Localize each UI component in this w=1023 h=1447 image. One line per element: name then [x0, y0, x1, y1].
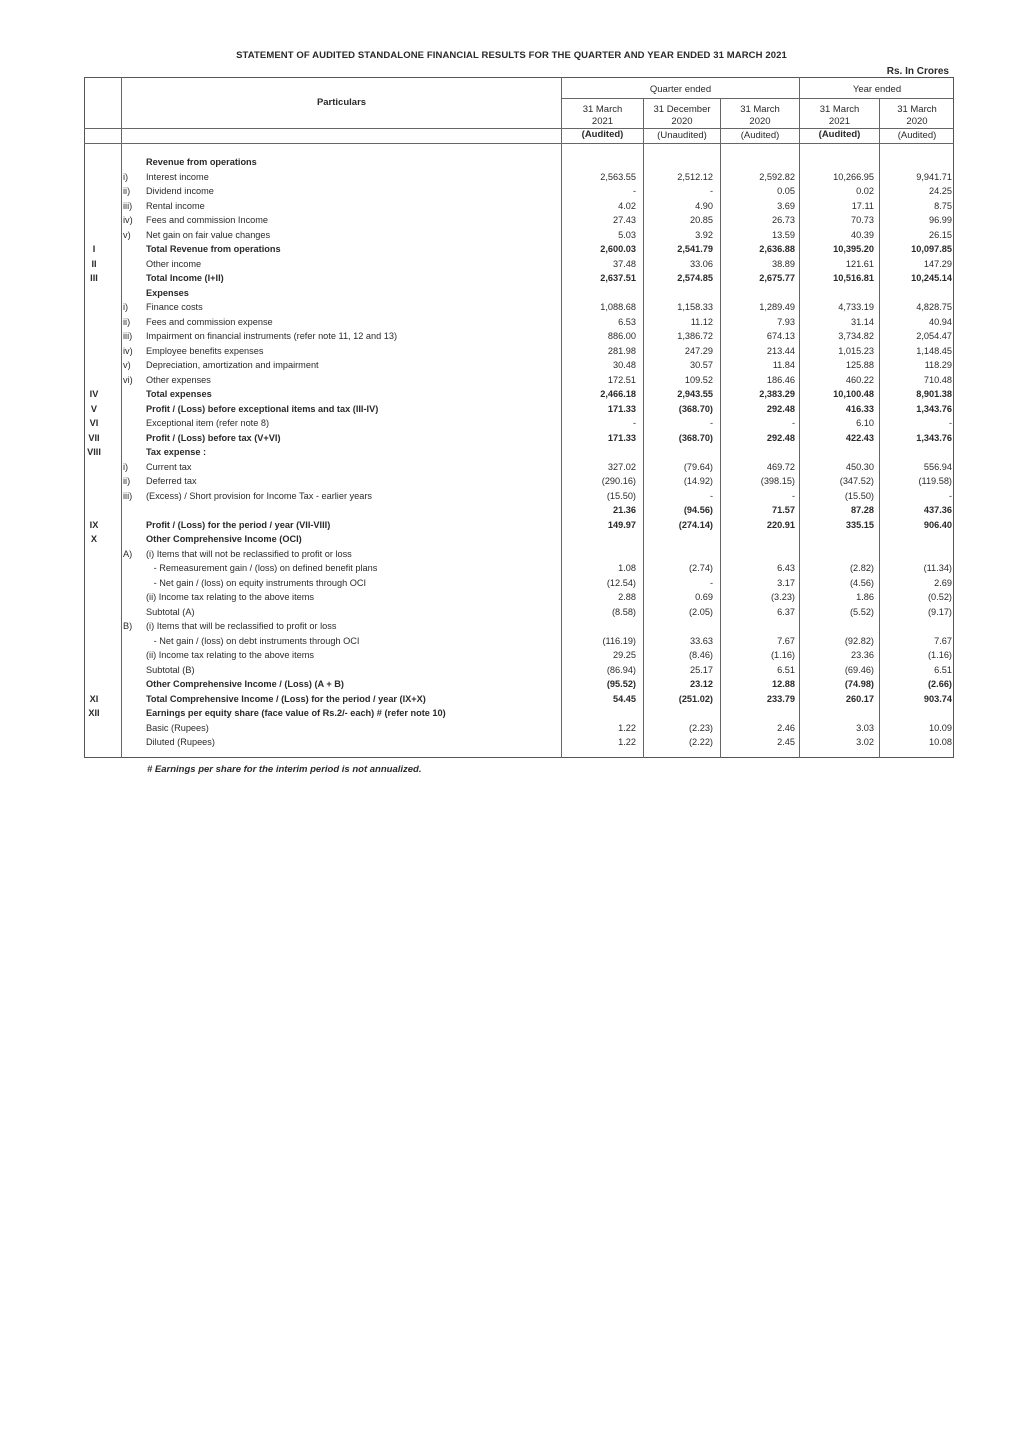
- row-value-col1: 172.51: [607, 374, 636, 385]
- row-value-col1: 4.02: [618, 200, 636, 211]
- row-value-col3: 469.72: [766, 461, 795, 472]
- row-label: Total Income (I+II): [146, 273, 224, 283]
- row-label: (ii) Income tax relating to the above items: [146, 650, 315, 660]
- col4-header-status: (Audited): [818, 129, 861, 140]
- row-value-col5: 4,828.75: [916, 302, 952, 312]
- year-ended-header: Year ended: [852, 84, 902, 95]
- row-label: Total Revenue from operations: [146, 244, 281, 254]
- row-value-col2: 2,541.79: [677, 244, 713, 254]
- row-value-col2: (14.92): [683, 476, 713, 486]
- row-value-col4: 70.73: [851, 215, 874, 225]
- row-roman-numeral: VIII: [87, 447, 101, 457]
- row-value-col3: 220.91: [766, 519, 795, 530]
- row-label: Profit / (Loss) before exceptional items and tax (III-IV): [146, 403, 379, 414]
- row-value-col3: 38.89: [772, 258, 795, 269]
- row-value-col1: 1.08: [618, 563, 636, 573]
- row-label: Fees and commission Income: [146, 215, 269, 225]
- table-row: [84, 213, 954, 227]
- row-value-col4: 10,395.20: [833, 244, 874, 254]
- row-value-col3: 3.69: [777, 200, 795, 211]
- row-sub-index: i): [123, 302, 129, 312]
- row-value-col4: 3.02: [856, 737, 874, 747]
- row-value-col3: (398.15): [760, 476, 795, 486]
- row-value-col5: 10.08: [929, 737, 952, 747]
- row-value-col2: (368.70): [678, 403, 713, 414]
- row-value-col2: -: [709, 186, 713, 196]
- row-label: Subtotal (B): [146, 664, 195, 675]
- row-value-col2: 109.52: [684, 374, 713, 385]
- row-value-col4: 1.86: [856, 592, 874, 602]
- row-value-col1: -: [632, 186, 636, 196]
- row-value-col4: 0.02: [856, 186, 874, 196]
- col5-header-date: 31 March 2020: [897, 104, 937, 127]
- row-value-col3: -: [791, 418, 795, 428]
- row-value-col1: 1.22: [618, 737, 636, 747]
- row-value-col1: 30.48: [613, 360, 636, 370]
- row-value-col1: -: [632, 418, 636, 428]
- row-value-col3: 2,383.29: [759, 389, 795, 399]
- row-label: Depreciation, amortization and impairment: [146, 360, 319, 370]
- row-value-col3: 2.45: [777, 737, 795, 747]
- row-value-col1: 6.53: [618, 316, 636, 327]
- row-roman-numeral: XII: [88, 708, 100, 718]
- row-value-col5: 40.94: [929, 316, 952, 327]
- row-value-col3: 2,675.77: [759, 273, 795, 283]
- table-row: [84, 271, 954, 285]
- row-label: Current tax: [146, 461, 192, 472]
- row-label: Fees and commission expense: [146, 316, 273, 327]
- row-label: Rental income: [146, 200, 205, 211]
- row-value-col5: (119.58): [918, 476, 952, 486]
- row-label: Profit / (Loss) before tax (V+VI): [146, 432, 281, 443]
- row-value-col2: -: [709, 490, 713, 501]
- row-value-col3: (1.16): [770, 650, 795, 660]
- row-roman-numeral: X: [90, 534, 98, 544]
- col4-header-date: 31 March 2021: [819, 104, 860, 127]
- row-value-col1: 29.25: [613, 650, 636, 660]
- row-value-col5: 147.29: [923, 258, 952, 269]
- row-label: Earnings per equity share (face value of Rs.2/- each) # (refer note 10): [146, 708, 446, 718]
- table-row: [84, 431, 954, 445]
- row-label: Other Comprehensive Income / (Loss) (A + B): [146, 679, 344, 689]
- row-value-col4: 1,015.23: [838, 345, 874, 356]
- row-value-col3: 2.46: [777, 722, 795, 733]
- row-value-col3: 7.93: [777, 316, 795, 327]
- row-value-col3: 233.79: [766, 693, 795, 704]
- row-value-col5: 1,148.45: [916, 345, 952, 356]
- row-roman-numeral: I: [92, 244, 96, 254]
- row-value-col1: 1,088.68: [600, 302, 636, 312]
- row-sub-index: v): [123, 360, 131, 370]
- row-value-col1: 327.02: [607, 461, 636, 472]
- row-label: Subtotal (A): [146, 606, 195, 617]
- table-row: [84, 576, 954, 590]
- table-row: [84, 692, 954, 706]
- row-value-col1: (86.94): [606, 664, 636, 675]
- row-value-col4: 260.17: [845, 693, 874, 704]
- row-value-col1: (95.52): [606, 679, 636, 689]
- row-value-col5: 8.75: [934, 200, 952, 211]
- row-value-col4: 10,516.81: [833, 273, 874, 283]
- row-value-col2: (2.23): [688, 722, 713, 733]
- row-value-col4: 31.14: [851, 316, 874, 327]
- row-label: Expenses: [146, 287, 189, 298]
- row-label: (ii) Income tax relating to the above items: [146, 592, 315, 602]
- row-value-col1: (8.58): [611, 606, 636, 617]
- row-value-col5: 2,054.47: [916, 331, 952, 341]
- row-value-col1: 281.98: [607, 345, 636, 356]
- row-value-col5: (9.17): [927, 606, 952, 617]
- row-value-col4: 40.39: [851, 229, 874, 240]
- row-label: Employee benefits expenses: [146, 345, 264, 356]
- table-row: [84, 619, 954, 633]
- row-value-col5: 24.25: [929, 186, 952, 196]
- col1-header-status: (Audited): [581, 129, 624, 140]
- row-value-col5: 556.94: [923, 461, 952, 472]
- table-row: [84, 184, 954, 198]
- row-value-col1: 54.45: [613, 693, 636, 704]
- row-value-col2: 247.29: [684, 345, 713, 356]
- row-label: Interest income: [146, 171, 209, 182]
- col1-header-date: 31 March 2021: [582, 104, 623, 127]
- row-value-col2: 0.69: [695, 592, 713, 602]
- row-label: Impairment on financial instruments (refer note 11, 12 and 13): [146, 331, 398, 341]
- row-value-col5: 903.74: [923, 693, 952, 704]
- table-row: [84, 402, 954, 416]
- row-sub-index: v): [123, 229, 131, 240]
- row-value-col1: 2,466.18: [600, 389, 636, 399]
- row-value-col3: 11.84: [772, 360, 795, 370]
- row-value-col5: 10.09: [929, 722, 952, 733]
- row-value-col4: 6.10: [856, 418, 874, 428]
- row-value-col3: 13.59: [772, 229, 795, 240]
- row-value-col4: 3,734.82: [838, 331, 874, 341]
- row-label: Tax expense :: [146, 447, 207, 457]
- row-value-col2: (2.05): [688, 606, 713, 617]
- row-value-col3: 6.51: [777, 664, 795, 675]
- units-label: Rs. In Crores: [886, 66, 949, 77]
- row-value-col2: 1,386.72: [677, 331, 713, 341]
- row-label: Finance costs: [146, 302, 203, 312]
- row-value-col3: 12.88: [772, 679, 795, 689]
- table-row: [84, 170, 954, 184]
- row-value-col3: 3.17: [777, 577, 795, 588]
- row-value-col2: (79.64): [683, 461, 713, 472]
- row-value-col1: 149.97: [607, 519, 636, 530]
- row-value-col2: (368.70): [678, 432, 713, 443]
- row-label: - Remeasurement gain / (loss) on defined benefit plans: [146, 563, 378, 573]
- table-row: [84, 634, 954, 648]
- table-row: [84, 706, 954, 720]
- table-row: [84, 315, 954, 329]
- table-row: [84, 518, 954, 532]
- row-value-col4: 125.88: [845, 360, 874, 370]
- row-sub-index: iii): [123, 200, 133, 211]
- row-sub-index: A): [123, 548, 133, 559]
- row-sub-index: ii): [123, 316, 131, 327]
- row-value-col5: (11.34): [923, 563, 952, 573]
- row-value-col3: 2,636.88: [759, 244, 795, 254]
- row-label: Total Comprehensive Income / (Loss) for the period / year (IX+X): [146, 693, 426, 704]
- table-row: [84, 373, 954, 387]
- row-label: Dividend income: [146, 186, 214, 196]
- row-label: - Net gain / (loss) on equity instruments through OCI: [146, 577, 367, 588]
- particulars-header: Particulars: [316, 97, 367, 108]
- row-value-col4: (2.82): [849, 563, 874, 573]
- row-value-col2: -: [709, 418, 713, 428]
- row-value-col1: (290.16): [601, 476, 636, 486]
- row-label: Diluted (Rupees): [146, 737, 215, 747]
- table-row: [84, 547, 954, 561]
- header-rule-3: [84, 143, 954, 144]
- table-row: [84, 286, 954, 300]
- row-value-col5: 1,343.76: [916, 432, 952, 443]
- table-row: [84, 387, 954, 401]
- row-value-col4: (15.50): [844, 490, 874, 501]
- row-sub-index: iii): [123, 331, 133, 341]
- row-label: (Excess) / Short provision for Income Tax - earlier years: [146, 490, 373, 501]
- table-row: [84, 648, 954, 662]
- row-value-col5: -: [948, 490, 952, 501]
- row-value-col5: 8,901.38: [916, 389, 952, 399]
- row-value-col3: 6.37: [777, 606, 795, 617]
- col2-header-date: 31 December 2020: [653, 104, 711, 127]
- row-value-col3: 7.67: [777, 635, 795, 646]
- row-value-col2: 11.12: [690, 316, 713, 327]
- row-label: (i) Items that will be reclassified to profit or loss: [146, 621, 337, 631]
- row-value-col2: 30.57: [690, 360, 713, 370]
- table-row: [84, 228, 954, 242]
- row-label: Revenue from operations: [146, 157, 257, 167]
- row-roman-numeral: XI: [89, 693, 99, 704]
- row-value-col4: 450.30: [845, 461, 874, 472]
- row-value-col2: 3.92: [695, 229, 713, 240]
- table-row: [84, 561, 954, 575]
- row-value-col1: (15.50): [606, 490, 636, 501]
- row-value-col3: 0.05: [777, 186, 795, 196]
- row-value-col2: 33.63: [690, 635, 713, 646]
- row-value-col4: (347.52): [839, 476, 874, 486]
- row-value-col2: (94.56): [683, 505, 713, 515]
- row-label: Total expenses: [146, 389, 212, 399]
- row-label: Other expenses: [146, 374, 211, 385]
- row-value-col5: 1,343.76: [916, 403, 952, 414]
- row-value-col5: 118.29: [924, 360, 952, 370]
- table-row: [84, 445, 954, 459]
- col2-header-status: (Unaudited): [657, 130, 707, 141]
- row-value-col3: 71.57: [772, 505, 795, 515]
- row-value-col4: 416.33: [845, 403, 874, 414]
- row-value-col4: 4,733.19: [838, 302, 874, 312]
- row-value-col1: 21.36: [613, 505, 636, 515]
- row-value-col4: 460.22: [845, 374, 874, 385]
- row-sub-index: i): [123, 461, 129, 472]
- row-value-col4: 121.61: [845, 258, 874, 269]
- row-value-col5: 906.40: [923, 519, 952, 530]
- table-row: [84, 416, 954, 430]
- row-value-col2: 2,512.12: [677, 171, 713, 182]
- row-value-col3: 26.73: [772, 215, 795, 225]
- row-value-col2: 2,574.85: [677, 273, 713, 283]
- row-sub-index: vi): [123, 374, 133, 385]
- row-value-col2: 33.06: [690, 258, 713, 269]
- table-row: [84, 590, 954, 604]
- row-sub-index: i): [123, 171, 129, 182]
- table-row: [84, 503, 954, 517]
- row-value-col4: (74.98): [844, 679, 874, 689]
- header-rule-1: [561, 98, 954, 99]
- row-value-col5: 96.99: [929, 215, 952, 225]
- row-value-col3: 292.48: [766, 432, 795, 443]
- row-label: Deferred tax: [146, 476, 197, 486]
- row-label: Other Comprehensive Income (OCI): [146, 534, 302, 544]
- row-sub-index: ii): [123, 186, 131, 196]
- row-value-col3: 186.46: [766, 374, 795, 385]
- row-value-col1: 2,637.51: [600, 273, 636, 283]
- table-row: [84, 300, 954, 314]
- row-value-col3: 292.48: [766, 403, 795, 414]
- table-row: [84, 735, 954, 749]
- row-value-col2: 20.85: [690, 215, 713, 225]
- col3-header-date: 31 March 2020: [740, 104, 780, 127]
- table-row: [84, 344, 954, 358]
- statement-title: STATEMENT OF AUDITED STANDALONE FINANCIAL RESULTS FOR THE QUARTER AND YEAR ENDED 31 MARCH 2021: [236, 50, 787, 61]
- table-row: [84, 242, 954, 256]
- table-row: [84, 474, 954, 488]
- row-value-col3: 213.44: [766, 345, 795, 356]
- row-value-col1: 2,600.03: [600, 244, 636, 254]
- table-row: [84, 257, 954, 271]
- row-value-col1: 37.48: [613, 258, 636, 269]
- row-value-col5: (0.52): [927, 592, 952, 602]
- table-row: [84, 329, 954, 343]
- row-value-col4: 17.11: [851, 200, 874, 211]
- row-label: - Net gain / (loss) on debt instruments through OCI: [146, 635, 360, 646]
- row-value-col5: 2.69: [934, 577, 952, 588]
- row-roman-numeral: VI: [89, 418, 99, 428]
- row-value-col4: (4.56): [849, 577, 874, 588]
- row-sub-index: iv): [123, 345, 133, 356]
- row-value-col4: (92.82): [844, 635, 874, 646]
- row-value-col2: (2.74): [688, 563, 713, 573]
- table-row: [84, 677, 954, 691]
- row-value-col2: 23.12: [690, 679, 713, 689]
- row-value-col5: 7.67: [934, 635, 952, 646]
- row-roman-numeral: IV: [89, 389, 99, 399]
- row-label: Net gain on fair value changes: [146, 229, 271, 240]
- row-sub-index: iv): [123, 215, 133, 225]
- row-value-col5: (1.16): [927, 650, 952, 660]
- row-roman-numeral: III: [90, 273, 98, 283]
- row-label: Exceptional item (refer note 8): [146, 418, 270, 428]
- table-row: [84, 532, 954, 546]
- row-value-col1: 171.33: [607, 403, 636, 414]
- row-value-col2: 4.90: [695, 200, 713, 211]
- table-row: [84, 358, 954, 372]
- row-value-col1: 171.33: [607, 432, 636, 443]
- row-value-col5: 6.51: [934, 664, 952, 675]
- row-value-col5: 10,097.85: [911, 244, 952, 254]
- row-value-col3: 674.13: [766, 331, 795, 341]
- row-sub-index: B): [123, 621, 133, 631]
- row-value-col5: 9,941.71: [916, 171, 952, 182]
- row-label: (i) Items that will not be reclassified to profit or loss: [146, 548, 352, 559]
- row-value-col5: 710.48: [923, 374, 952, 385]
- row-value-col1: 2.88: [618, 592, 636, 602]
- table-row: [84, 721, 954, 735]
- row-value-col3: 1,289.49: [759, 302, 795, 312]
- row-value-col2: (2.22): [688, 737, 713, 747]
- row-value-col5: -: [948, 418, 952, 428]
- row-value-col4: 10,266.95: [833, 171, 874, 182]
- row-value-col2: (274.14): [678, 519, 713, 530]
- row-value-col2: 1,158.33: [677, 302, 713, 312]
- table-row: [84, 199, 954, 213]
- row-sub-index: iii): [123, 490, 133, 501]
- row-value-col4: 23.36: [851, 650, 874, 660]
- row-value-col1: 27.43: [613, 215, 636, 225]
- row-value-col1: (12.54): [606, 577, 636, 588]
- row-roman-numeral: VII: [88, 432, 100, 443]
- row-value-col2: -: [709, 577, 713, 588]
- footnote: # Earnings per share for the interim period is not annualized.: [147, 764, 422, 775]
- table-row: [84, 663, 954, 677]
- row-value-col2: (8.46): [688, 650, 713, 660]
- row-value-col3: -: [791, 490, 795, 501]
- row-sub-index: ii): [123, 476, 131, 486]
- row-value-col4: 422.43: [845, 432, 874, 443]
- row-value-col5: 26.15: [929, 229, 952, 240]
- row-value-col1: 2,563.55: [600, 171, 636, 182]
- row-value-col4: 3.03: [856, 722, 874, 733]
- row-value-col4: 335.15: [845, 519, 874, 530]
- table-row: [84, 155, 954, 169]
- row-value-col1: 1.22: [618, 722, 636, 733]
- row-value-col3: (3.23): [770, 592, 795, 602]
- row-value-col4: 10,100.48: [833, 389, 874, 399]
- row-value-col3: 2,592.82: [759, 171, 795, 182]
- table-row: [84, 460, 954, 474]
- row-value-col2: (251.02): [678, 693, 713, 704]
- row-value-col3: 6.43: [777, 563, 795, 573]
- row-roman-numeral: IX: [89, 519, 99, 530]
- row-value-col4: 87.28: [851, 505, 874, 515]
- row-label: Other income: [146, 258, 202, 269]
- table-row: [84, 489, 954, 503]
- row-label: Basic (Rupees): [146, 722, 209, 733]
- col3-header-status: (Audited): [740, 130, 780, 141]
- row-value-col1: (116.19): [602, 635, 636, 646]
- table-row: [84, 605, 954, 619]
- row-roman-numeral: II: [91, 258, 97, 269]
- row-roman-numeral: V: [90, 403, 98, 414]
- row-value-col2: 2,943.55: [677, 389, 713, 399]
- row-value-col4: (69.46): [844, 664, 874, 675]
- row-label: Profit / (Loss) for the period / year (VII-VIII): [146, 519, 331, 530]
- row-value-col5: (2.66): [927, 679, 952, 689]
- row-value-col2: 25.17: [690, 664, 713, 675]
- row-value-col1: 886.00: [607, 331, 636, 341]
- quarter-ended-header: Quarter ended: [649, 84, 712, 95]
- row-value-col4: (5.52): [849, 606, 874, 617]
- row-value-col1: 5.03: [618, 229, 636, 240]
- col5-header-status: (Audited): [897, 130, 937, 141]
- row-value-col5: 10,245.14: [911, 273, 952, 283]
- row-value-col5: 437.36: [923, 505, 952, 515]
